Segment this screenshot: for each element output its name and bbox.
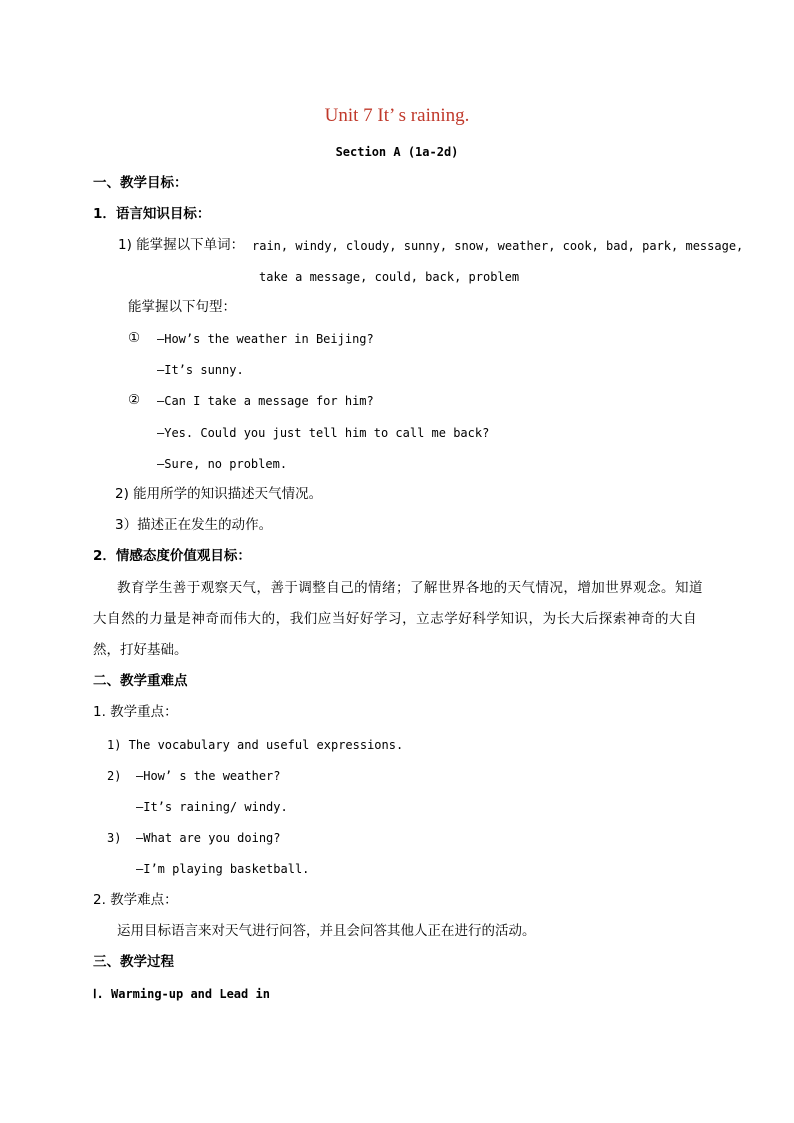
- key-point-3-number: 3): [107, 831, 122, 845]
- key-point-2-line-a: —How’ s the weather?: [136, 769, 281, 783]
- vocab-line-2: take a message, could, back, problem: [259, 270, 520, 284]
- example-2-number: ②: [128, 392, 141, 408]
- example-1-line-b: —It’s sunny.: [157, 363, 244, 377]
- example-2-line-b: —Yes. Could you just tell him to call me back?: [157, 426, 490, 440]
- key-point-3-line-a: —What are you doing?: [136, 831, 281, 845]
- heading-key-points: 1. 教学重点：: [93, 704, 178, 720]
- key-point-3-line-b: —I’m playing basketball.: [136, 862, 310, 876]
- key-point-2-line-b: —It’s raining/ windy.: [136, 800, 288, 814]
- example-1-number: ①: [128, 330, 141, 346]
- heading-teaching-objectives: 一、教学目标：: [93, 175, 188, 191]
- vocab-label: 1) 能掌握以下单词：: [118, 237, 245, 253]
- step-warming-up: Ⅰ. Warming-up and Lead in: [93, 987, 270, 1001]
- heading-difficult-points: 2. 教学难点：: [93, 892, 178, 908]
- heading-key-difficult-points: 二、教学重难点: [93, 673, 188, 689]
- key-point-2-number: 2): [107, 769, 122, 783]
- example-2-line-c: —Sure, no problem.: [157, 457, 288, 471]
- key-point-1: 1) The vocabulary and useful expressions.: [107, 738, 404, 752]
- vocab-line-1: rain, windy, cloudy, sunny, snow, weather, cook, bad, park, message,: [252, 239, 744, 253]
- example-1-line-a: —How’s the weather in Beijing?: [157, 332, 374, 346]
- heading-teaching-process: 三、教学过程: [93, 954, 174, 970]
- objective-3: 3）描述正在发生的动作。: [115, 517, 273, 533]
- example-2-line-a: —Can I take a message for him?: [157, 394, 374, 408]
- heading-language-objectives: 1．语言知识目标：: [93, 206, 211, 222]
- paragraph-line-2: 大自然的力量是神奇而伟大的，我们应当好好学习，立志学好科学知识，为长大后探索神奇的大自: [93, 611, 698, 627]
- objective-2: 2) 能用所学的知识描述天气情况。: [115, 486, 323, 502]
- sentences-label: 能掌握以下句型：: [128, 299, 236, 315]
- document-title: Unit 7 It’ s raining.: [324, 105, 470, 126]
- paragraph-line-1: 教育学生善于观察天气，善于调整自己的情绪；了解世界各地的天气情况，增加世界观念。知道: [117, 580, 703, 596]
- paragraph-line-3: 然，打好基础。: [93, 642, 188, 658]
- section-subtitle: Section A (1a-2d): [335, 145, 459, 159]
- heading-affective-objectives: 2．情感态度价值观目标：: [93, 548, 251, 564]
- difficult-points-text: 运用目标语言来对天气进行问答，并且会问答其他人正在进行的活动。: [117, 923, 536, 939]
